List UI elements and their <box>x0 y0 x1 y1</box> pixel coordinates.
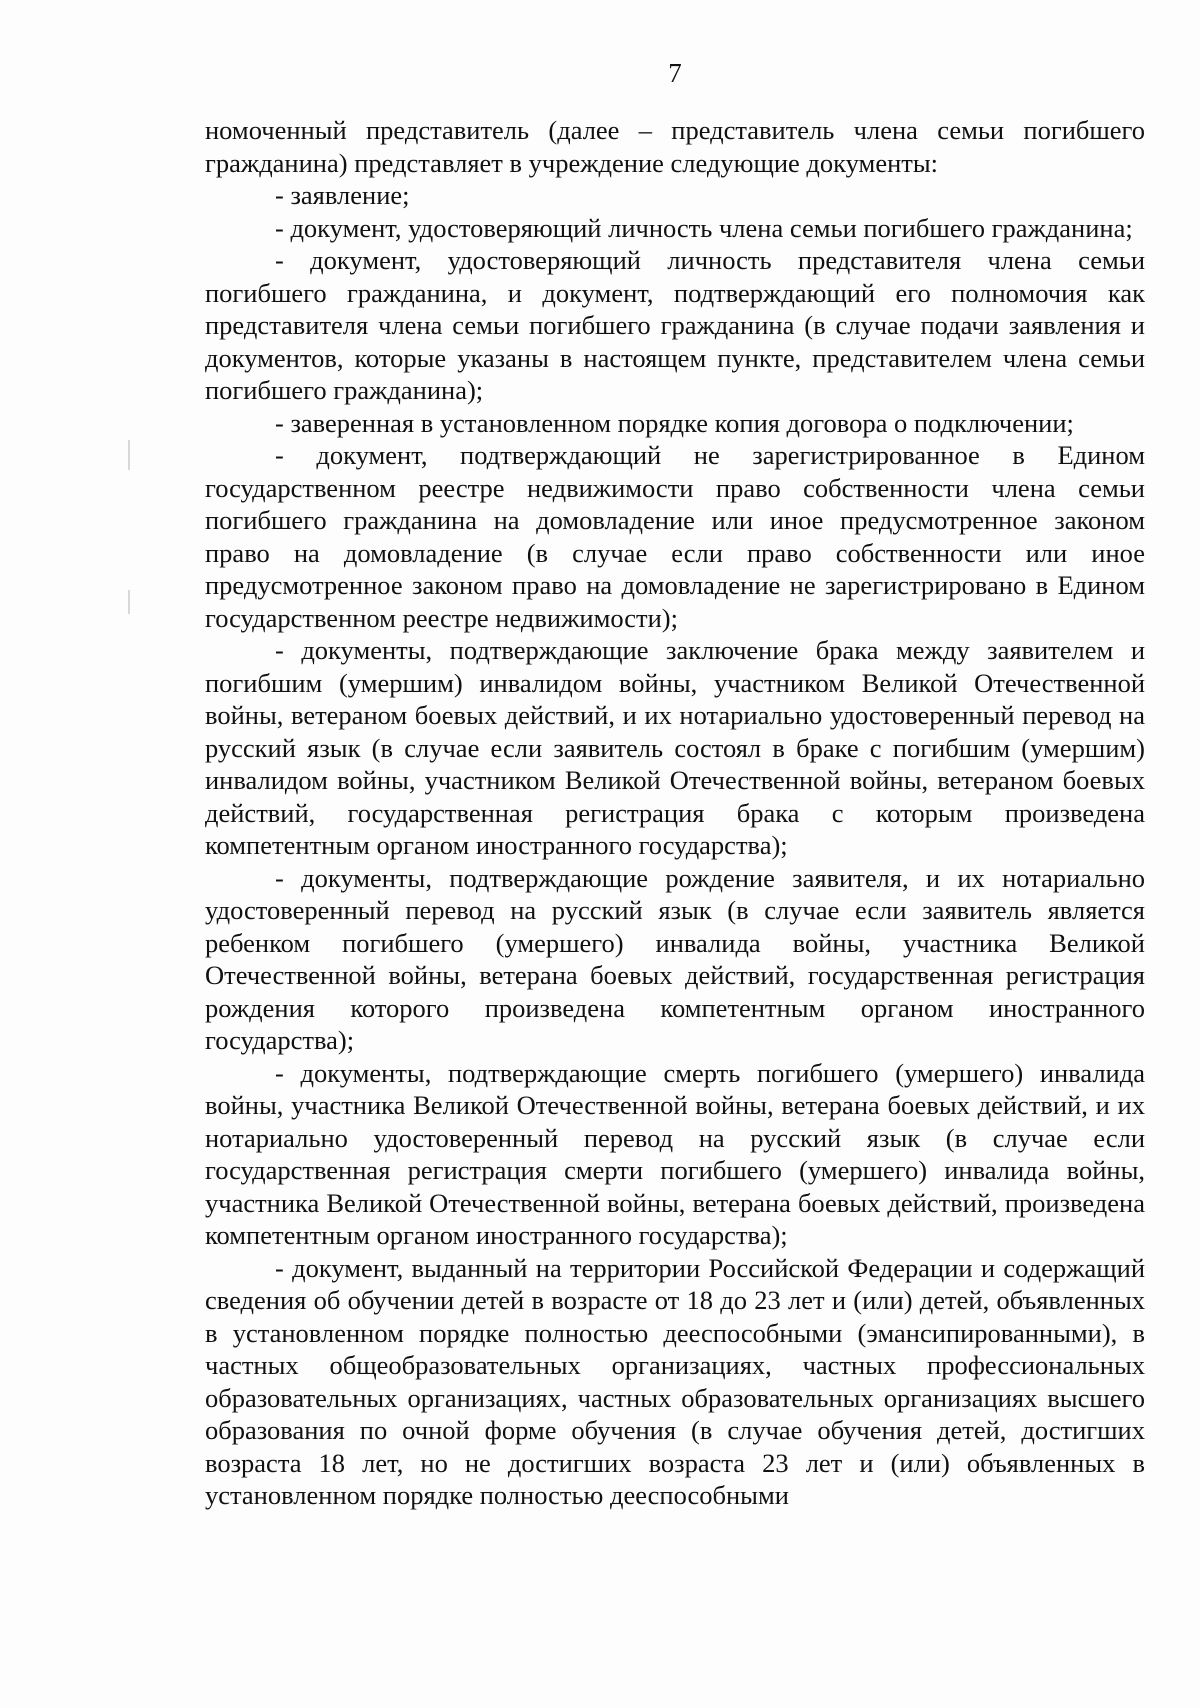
page-number: 7 <box>668 58 682 88</box>
list-item: - документ, удостоверяющий личность члена семьи погибшего гражданина; <box>275 212 1133 243</box>
paragraph: номоченный представитель (далее – представитель члена семьи погибшего гражданина) представляет в учреждение следующие документы: <box>205 115 1145 178</box>
scan-mark <box>128 590 130 614</box>
list-item: - документ, подтверждающий не зарегистрированное в Едином государственном реестре недвижимости право собственности члена семьи погибшего гражданина на домовладение или иное предусмотренное законом право на домовладение (в случае если право собственности или иное предусмотренное законом право на домовладение не зарегистрировано в Едином государственном реестре недвижимости); <box>205 440 1145 633</box>
list-item: - документ, выданный на территории Российской Федерации и содержащий сведения об обучении детей в возрасте от 18 до 23 лет и (или) детей, объявленных в установленном порядке полностью дееспособными (эмансипированными), в частных общеобразовательных организациях, частных профессиональных образовательных организациях, частных образовательных организациях высшего образования по очной форме обучения (в случае обучения детей, достигших возраста 18 лет, но не достигших возраста 23 лет и (или) объявленных в установленном порядке полностью дееспособными <box>205 1252 1145 1510</box>
list-item: - документ, удостоверяющий личность представителя члена семьи погибшего гражданина, и документ, подтверждающий его полномочия как представителя члена семьи погибшего гражданина (в случае подачи заявления и документов, которые указаны в настоящем пункте, представителем члена семьи погибшего гражданина); <box>205 245 1145 405</box>
scan-mark <box>128 440 130 470</box>
list-item: - документы, подтверждающие рождение заявителя, и их нотариально удостоверенный перевод на русский язык (в случае если заявитель является ребенком погибшего (умершего) инвалида войны, участника Великой Отечественной войны, ветерана боевых действий, государственная регистрация рождения которого произведена компетентным органом иностранного государства); <box>205 862 1145 1055</box>
list-item: - заявление; <box>275 180 410 210</box>
list-item: - документы, подтверждающие заключение брака между заявителем и погибшим (умершим) инвалидом войны, участником Великой Отечественной войны, ветераном боевых действий, и их нотариально удостоверенный перевод на русский язык (в случае если заявитель состоял в браке с погибшим (умершим) инвалидом войны, участником Великой Отечественной войны, ветераном боевых действий, государственная регистрация брака с которым произведена компетентным органом иностранного государства); <box>205 635 1145 860</box>
document-body <box>205 114 1145 1512</box>
list-item: - заверенная в установленном порядке копия договора о подключении; <box>275 407 1074 438</box>
list-item: - документы, подтверждающие смерть погибшего (умершего) инвалида войны, участника Великой Отечественной войны, ветерана боевых действий, и их нотариально удостоверенный перевод на русский язык (в случае если государственная регистрация смерти погибшего (умершего) инвалида войны, участника Великой Отечественной войны, ветерана боевых действий, произведена компетентным органом иностранного государства); <box>205 1057 1145 1250</box>
